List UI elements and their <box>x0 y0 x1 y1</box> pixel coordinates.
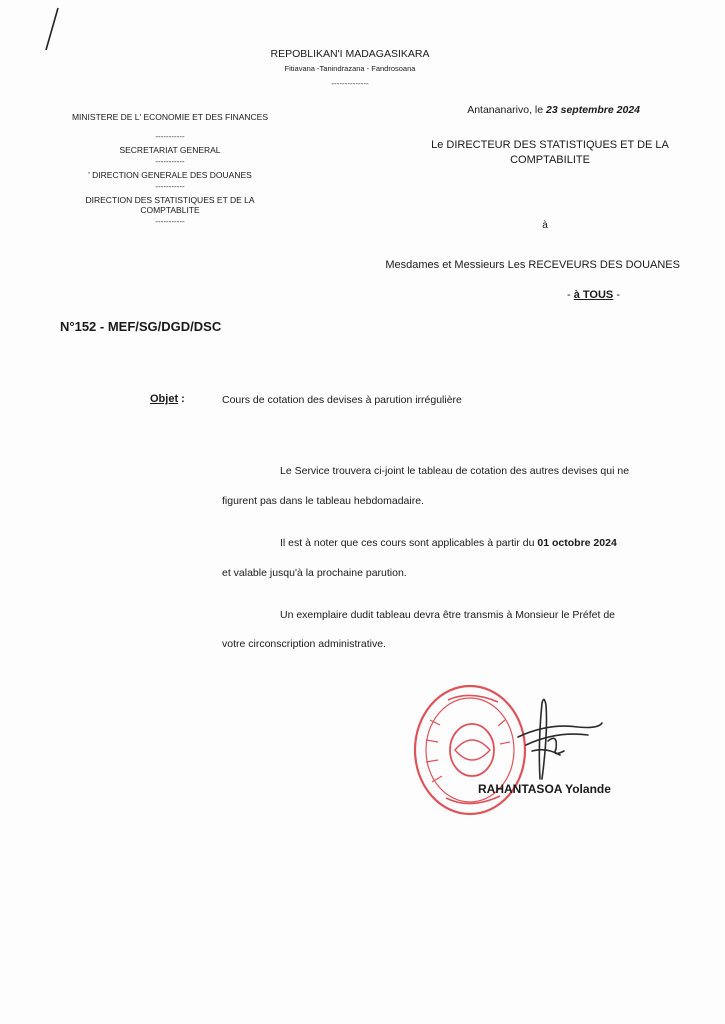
recipients-suffix: - <box>613 289 620 301</box>
paragraph-1-line-1: Le Service trouvera ci-joint le tableau de cotation des autres devises qui ne <box>280 465 630 477</box>
letter-date: 23 septembre 2024 <box>546 104 640 116</box>
recipients-sub <box>500 289 620 301</box>
object-text: Cours de cotation des devises à parution irrégulière <box>222 394 462 406</box>
effective-date: 01 octobre 2024 <box>537 537 617 549</box>
sender-line1: Le DIRECTEUR DES STATISTIQUES ET DE LA <box>431 139 669 151</box>
recipients-all: à TOUS <box>573 289 614 301</box>
directorate-general-separator: ----------- <box>155 182 185 191</box>
sender-line2: COMPTABILITE <box>510 154 590 166</box>
directorate-general-label: ' DIRECTION GENERALE DES DOUANES <box>88 170 252 180</box>
secretariat-separator: ----------- <box>155 157 185 166</box>
paragraph-2-line-2: et valable jusqu'à la prochaine parution. <box>222 567 407 579</box>
paragraph-2-text: Il est à noter que ces cours sont applicables à partir du <box>280 537 538 549</box>
paragraph-3-line-1: Un exemplaire dudit tableau devra être transmis à Monsieur le Préfet de <box>280 609 616 621</box>
directorate-line2: COMPTABLITE <box>140 205 200 215</box>
to-word: à <box>542 220 548 231</box>
recipients-prefix: - <box>567 289 574 301</box>
directorate-separator: ----------- <box>155 217 185 226</box>
reference-number: N°152 - MEF/SG/DGD/DSC <box>60 319 222 334</box>
signer-name: RAHANTASOA Yolande <box>478 782 611 796</box>
ministry-separator: ----------- <box>155 132 185 141</box>
directorate-line1: DIRECTION DES STATISTIQUES ET DE LA <box>85 195 255 205</box>
recipients: Mesdames et Messieurs Les RECEVEURS DES DOUANES <box>385 259 680 271</box>
place-date <box>440 104 640 116</box>
paragraph-1-line-2: figurent pas dans le tableau hebdomadaire. <box>222 495 424 507</box>
ministry-name: MINISTERE DE L' ECONOMIE ET DES FINANCES <box>71 112 269 122</box>
object-colon: : <box>178 393 185 405</box>
republic-title: REPOBLIKAN'I MADAGASIKARA <box>270 48 430 60</box>
pen-mark-icon <box>38 6 68 52</box>
sender-title <box>405 138 695 168</box>
republic-motto: Fitiavana -Tanindrazana - Fandrosoana <box>284 64 416 73</box>
place-label: Antananarivo, le <box>467 104 547 116</box>
secretariat-label: SECRETARIAT GENERAL <box>119 145 221 155</box>
paragraph-2-line-1 <box>280 537 617 549</box>
handwritten-signature-icon <box>478 693 608 783</box>
header-separator: -------------- <box>331 79 369 88</box>
object-label-wrap <box>150 393 185 405</box>
paragraph-3-line-2: votre circonscription administrative. <box>222 638 386 650</box>
object-label: Objet <box>150 393 179 405</box>
ministry-block <box>60 112 280 226</box>
